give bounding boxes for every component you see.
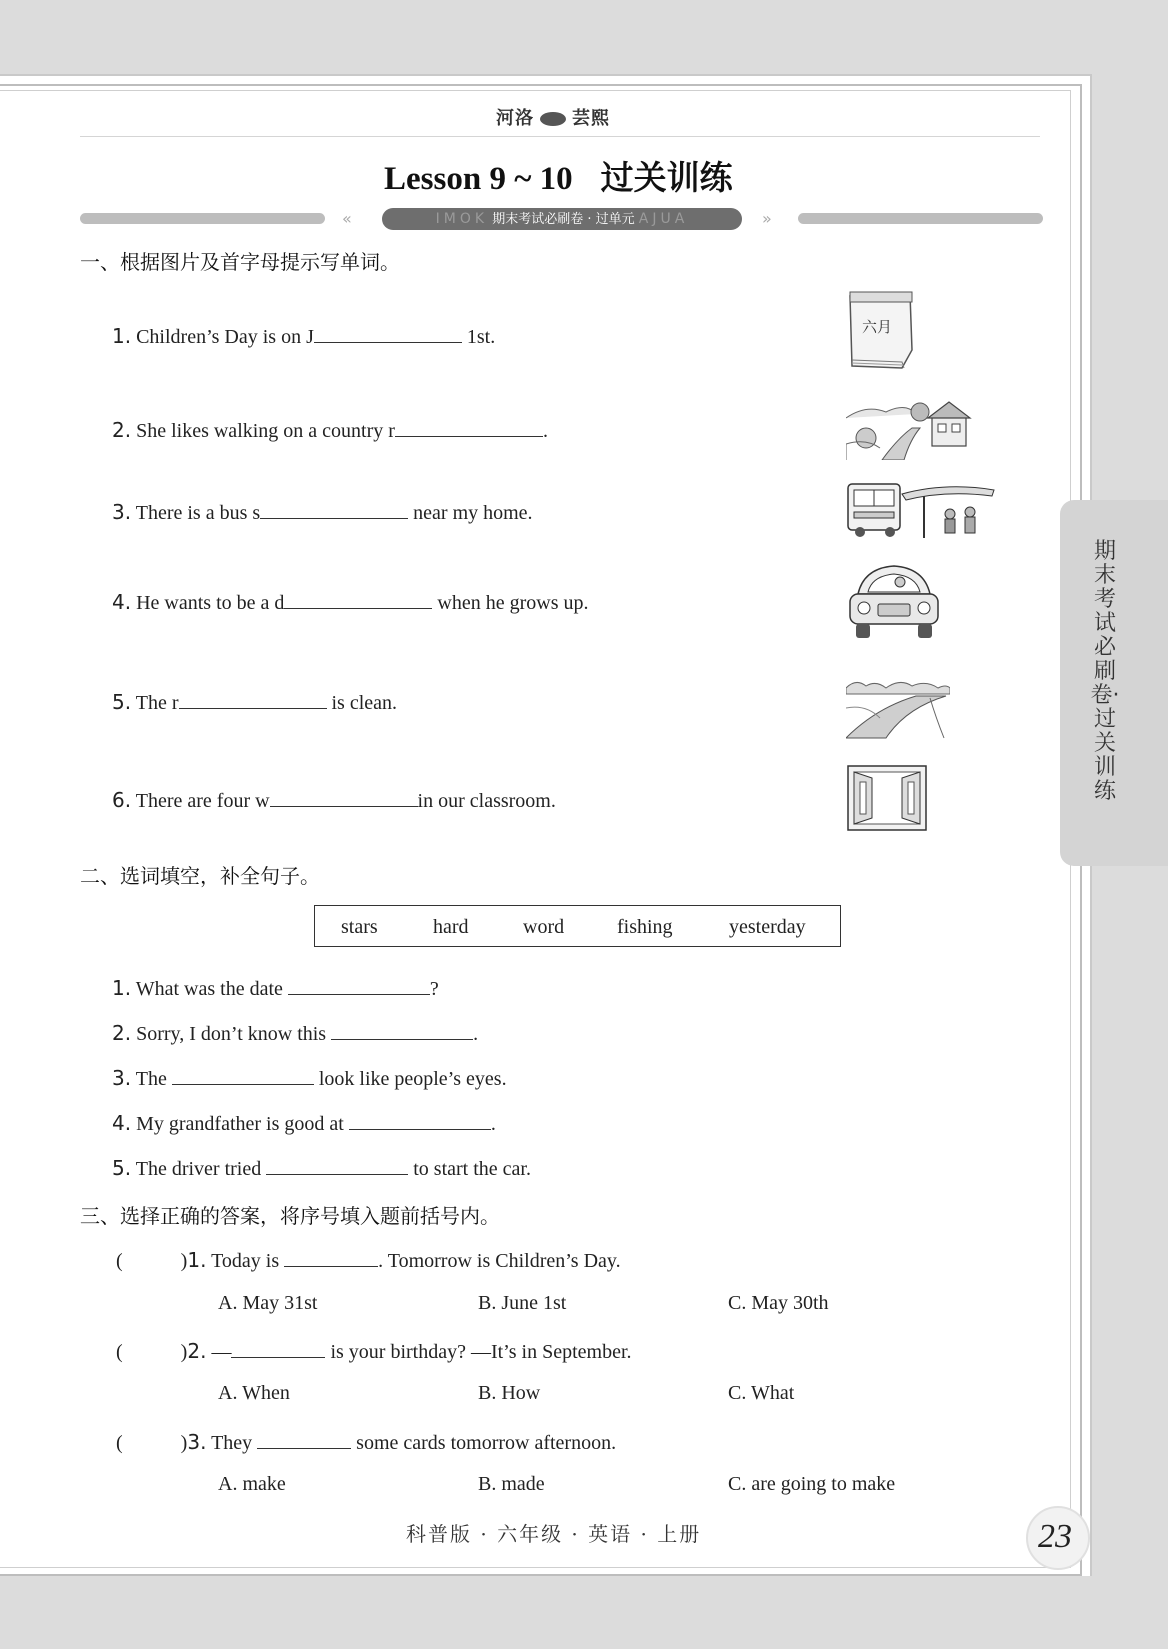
answer-paren-close: ) xyxy=(180,1432,188,1454)
answer-blank[interactable] xyxy=(257,1428,351,1449)
s3-q3-option-a: A. make xyxy=(218,1473,286,1495)
item-text: There are four w xyxy=(135,790,270,812)
calendar-icon xyxy=(846,290,920,372)
answer-blank[interactable] xyxy=(288,974,430,995)
s3-q3-option-b: B. made xyxy=(478,1473,545,1495)
item-text-after: . xyxy=(473,1023,479,1045)
item-text: Children’s Day is on J xyxy=(136,326,314,348)
item-number: 3. xyxy=(112,1066,132,1090)
answer-blank[interactable] xyxy=(270,786,418,807)
item-number: 1. xyxy=(187,1248,207,1272)
item-text-after: when he grows up. xyxy=(437,592,589,614)
s3-question-2 xyxy=(116,1337,632,1364)
s2-item-5 xyxy=(112,1154,531,1181)
item-text-after: in our classroom. xyxy=(417,790,556,812)
item-number: 4. xyxy=(112,1111,132,1135)
country-road-icon xyxy=(846,398,972,460)
word-bank xyxy=(314,905,841,947)
item-text-after: near my home. xyxy=(413,502,533,524)
s3-question-3 xyxy=(116,1428,616,1455)
item-number: 5. xyxy=(112,690,132,714)
s3-q1-option-a: A. May 31st xyxy=(218,1292,318,1314)
answer-paren-open: ( xyxy=(116,1432,123,1454)
item-text-after: some cards tomorrow afternoon. xyxy=(356,1432,617,1454)
word-bank-item: yesterday xyxy=(729,916,806,938)
bus-stop-icon xyxy=(846,478,996,542)
item-text: — xyxy=(211,1341,232,1363)
item-text-after: . Tomorrow is Children’s Day. xyxy=(378,1250,621,1272)
item-number: 4. xyxy=(112,590,132,614)
item-text: She likes walking on a country r xyxy=(136,420,395,442)
answer-blank[interactable] xyxy=(179,688,327,709)
header-divider xyxy=(80,136,1040,137)
s3-q2-option-c: C. What xyxy=(728,1382,795,1404)
s3-q3-option-c: C. are going to make xyxy=(728,1473,896,1495)
answer-blank[interactable] xyxy=(331,1019,473,1040)
ribbon-right xyxy=(798,213,1043,224)
side-tab-text: 期末考试必刷卷·过关训练 xyxy=(1090,539,1120,804)
calendar-month-text: 六月 xyxy=(862,318,893,336)
item-text: Sorry, I don’t know this xyxy=(136,1023,327,1045)
item-text-after: to start the car. xyxy=(413,1158,531,1180)
answer-paren-open: ( xyxy=(116,1250,123,1272)
item-number: 6. xyxy=(112,788,132,812)
section2-heading: 二、选词填空，补全句子。 xyxy=(80,864,320,888)
item-text-after: ? xyxy=(429,978,439,1000)
item-text: The xyxy=(135,1068,167,1090)
river-icon xyxy=(846,678,950,740)
s1-item-5 xyxy=(112,688,397,715)
answer-blank[interactable] xyxy=(266,1154,408,1175)
item-text-after: 1st. xyxy=(466,326,496,348)
logo-right-text: 芸熙 xyxy=(572,108,610,129)
item-text-after: is clean. xyxy=(331,692,398,714)
answer-blank[interactable] xyxy=(395,416,543,437)
item-number: 1. xyxy=(112,976,132,1000)
item-text: There is a bus s xyxy=(135,502,261,524)
word-bank-item: fishing xyxy=(617,916,673,938)
logo-left-text: 河洛 xyxy=(496,108,534,129)
item-text: My grandfather is good at xyxy=(136,1113,344,1135)
answer-paren-close: ) xyxy=(180,1341,188,1363)
window-icon xyxy=(846,764,928,832)
answer-blank[interactable] xyxy=(284,1246,378,1267)
s3-q1-option-b: B. June 1st xyxy=(478,1292,567,1314)
s1-item-1 xyxy=(112,322,495,349)
answer-blank[interactable] xyxy=(314,322,462,343)
s3-q1-option-c: C. May 30th xyxy=(728,1292,829,1314)
word-bank-item: hard xyxy=(433,916,469,938)
item-text-after: look like people’s eyes. xyxy=(318,1068,507,1090)
s2-item-1 xyxy=(112,974,439,1001)
answer-blank[interactable] xyxy=(349,1109,491,1130)
word-bank-item: stars xyxy=(341,916,378,938)
item-number: 2. xyxy=(112,1021,132,1045)
answer-blank[interactable] xyxy=(260,498,408,519)
s2-item-4 xyxy=(112,1109,496,1136)
logo-emblem-icon xyxy=(540,112,566,126)
banner-text: 期末考试必刷卷 · 过单元 xyxy=(492,212,635,227)
subtitle-banner xyxy=(382,208,742,230)
page-title xyxy=(384,152,733,199)
s3-q2-option-a: A. When xyxy=(218,1382,290,1404)
item-text: Today is xyxy=(211,1250,280,1272)
item-text: The r xyxy=(135,692,179,714)
chevron-left-icon: « xyxy=(342,209,352,228)
title-cn: 过关训练 xyxy=(600,158,733,197)
answer-paren-open: ( xyxy=(116,1341,123,1363)
section3-heading: 三、选择正确的答案，将序号填入题前括号内。 xyxy=(80,1204,500,1228)
answer-blank[interactable] xyxy=(284,588,432,609)
item-number: 3. xyxy=(112,500,132,524)
car-driver-icon xyxy=(846,560,940,644)
item-number: 1. xyxy=(112,324,132,348)
section1-heading: 一、根据图片及首字母提示写单词。 xyxy=(80,250,400,274)
s2-item-3 xyxy=(112,1064,507,1091)
s3-q2-option-b: B. How xyxy=(478,1382,541,1404)
s2-item-2 xyxy=(112,1019,478,1046)
item-text: The driver tried xyxy=(135,1158,262,1180)
s1-item-3 xyxy=(112,498,533,525)
item-text: He wants to be a d xyxy=(136,592,285,614)
item-text: They xyxy=(211,1432,253,1454)
page-number: 23 xyxy=(1038,1518,1072,1555)
banner-ghost-right: AJUA xyxy=(638,211,689,227)
s1-item-6 xyxy=(112,786,556,813)
banner-ghost-left: IMOK xyxy=(435,211,489,227)
word-bank-item: word xyxy=(523,916,565,938)
item-text: What was the date xyxy=(135,978,283,1000)
item-number: 3. xyxy=(187,1430,207,1454)
item-number: 2. xyxy=(112,418,132,442)
item-text-after: . xyxy=(542,420,548,442)
answer-paren-close: ) xyxy=(180,1250,188,1272)
item-text-after: is your birthday? —It’s in September. xyxy=(330,1341,632,1363)
item-text-after: . xyxy=(490,1113,496,1135)
answer-blank[interactable] xyxy=(231,1337,325,1358)
lesson-title: Lesson 9 ~ 10 xyxy=(384,161,573,197)
s1-item-4 xyxy=(112,588,588,615)
item-number: 5. xyxy=(112,1156,132,1180)
item-number: 2. xyxy=(187,1339,207,1363)
s1-item-2 xyxy=(112,416,548,443)
footer-text: 科普版 · 六年级 · 英语 · 上册 xyxy=(406,1522,702,1546)
ribbon-left xyxy=(80,213,325,224)
answer-blank[interactable] xyxy=(172,1064,314,1085)
chevron-right-icon: » xyxy=(762,209,772,228)
publisher-logo xyxy=(496,104,610,130)
s3-question-1 xyxy=(116,1246,621,1273)
